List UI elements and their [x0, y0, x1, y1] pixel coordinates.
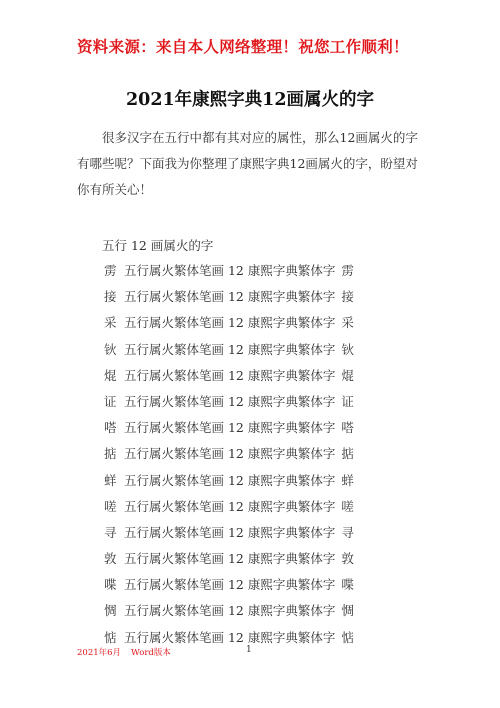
entry-desc: 五行属火繁体笔画 12 康熙字典繁体字 — [124, 263, 336, 278]
list-item — [104, 367, 354, 393]
entry-trad-char: 焜 — [341, 367, 354, 383]
entry-char: 证 — [104, 393, 117, 409]
entry-trad-char: 掂 — [341, 446, 354, 462]
entry-desc: 五行属火繁体笔画 12 康熙字典繁体字 — [124, 341, 336, 357]
entry-desc: 五行属火繁体笔画 12 康熙字典繁体字 — [124, 420, 336, 436]
entry-desc: 五行属火繁体笔画 12 康熙字典繁体字 — [124, 577, 336, 593]
page-number: 1 — [246, 645, 252, 655]
list-item — [104, 314, 354, 340]
entry-desc: 五行属火繁体笔画 12 康熙字典繁体字 — [124, 289, 336, 305]
entry-char: 焜 — [104, 367, 117, 383]
entry-desc: 五行属火繁体笔画 12 康熙字典繁体字 — [124, 629, 336, 645]
entry-char: 敦 — [104, 551, 117, 567]
entry-char: 接 — [104, 289, 117, 305]
list-item — [104, 602, 354, 628]
entry-char: 寻 — [104, 524, 117, 540]
entry-char: 钬 — [104, 341, 117, 357]
entry-trad-char: 寻 — [341, 524, 354, 540]
entry-desc: 五行属火繁体笔画 12 康熙字典繁体字 — [124, 524, 336, 540]
list-item — [104, 341, 354, 367]
entry-char: 雳 — [104, 263, 117, 278]
list-item — [104, 576, 354, 602]
list-item — [104, 393, 354, 419]
entry-desc: 五行属火繁体笔画 12 康熙字典繁体字 — [124, 446, 336, 462]
list-item — [104, 498, 354, 524]
entry-trad-char: 接 — [341, 289, 354, 305]
entry-char: 惆 — [104, 603, 117, 619]
intro-paragraph: 很多汉字在五行中都有其对应的属性，那么12画属火的字有哪些呢？下面我为你整理了康熙字典12画属火的字，盼望对你有所关心！ — [77, 130, 418, 197]
entry-trad-char: 证 — [341, 393, 354, 409]
entry-char: 惦 — [104, 629, 117, 645]
entry-trad-char: 蛘 — [341, 472, 354, 488]
entry-char: 蛘 — [104, 472, 117, 488]
entry-trad-char: 钬 — [341, 341, 354, 357]
entry-trad-char: 喋 — [341, 577, 354, 593]
list-item — [104, 445, 354, 471]
list-item — [104, 472, 354, 498]
entry-trad-char: 惦 — [341, 629, 354, 645]
footer-version: Word版本 — [131, 648, 171, 658]
entry-char: 采 — [104, 315, 117, 331]
entry-trad-char: 雳 — [341, 263, 354, 278]
entry-char: 嗒 — [104, 420, 117, 436]
entry-desc: 五行属火繁体笔画 12 康熙字典繁体字 — [124, 498, 336, 514]
entry-desc: 五行属火繁体笔画 12 康熙字典繁体字 — [124, 551, 336, 567]
list-item — [104, 262, 354, 288]
entry-desc: 五行属火繁体笔画 12 康熙字典繁体字 — [124, 603, 336, 619]
character-list — [104, 262, 354, 655]
footer-date: 2021年6月 — [77, 648, 122, 658]
entry-char: 喋 — [104, 577, 117, 593]
entry-desc: 五行属火繁体笔画 12 康熙字典繁体字 — [124, 393, 336, 409]
section-heading: 五行 12 画属火的字 — [102, 238, 214, 253]
list-item — [104, 524, 354, 550]
list-item — [104, 419, 354, 445]
footer-info — [77, 646, 171, 658]
entry-desc: 五行属火繁体笔画 12 康熙字典繁体字 — [124, 472, 336, 488]
entry-desc: 五行属火繁体笔画 12 康熙字典繁体字 — [124, 367, 336, 383]
document-title: 2021年康熙字典12画属火的字 — [125, 90, 375, 110]
entry-char: 嗟 — [104, 498, 117, 514]
entry-trad-char: 采 — [341, 315, 354, 331]
list-item — [104, 550, 354, 576]
entry-trad-char: 惆 — [341, 603, 354, 619]
entry-trad-char: 嗟 — [341, 498, 354, 514]
entry-desc: 五行属火繁体笔画 12 康熙字典繁体字 — [124, 315, 336, 331]
entry-trad-char: 敦 — [341, 551, 354, 567]
source-banner: 资料来源：来自本人网络整理！祝您工作顺利！ — [77, 37, 409, 56]
entry-char: 掂 — [104, 446, 117, 462]
entry-trad-char: 嗒 — [341, 420, 354, 436]
list-item — [104, 288, 354, 314]
